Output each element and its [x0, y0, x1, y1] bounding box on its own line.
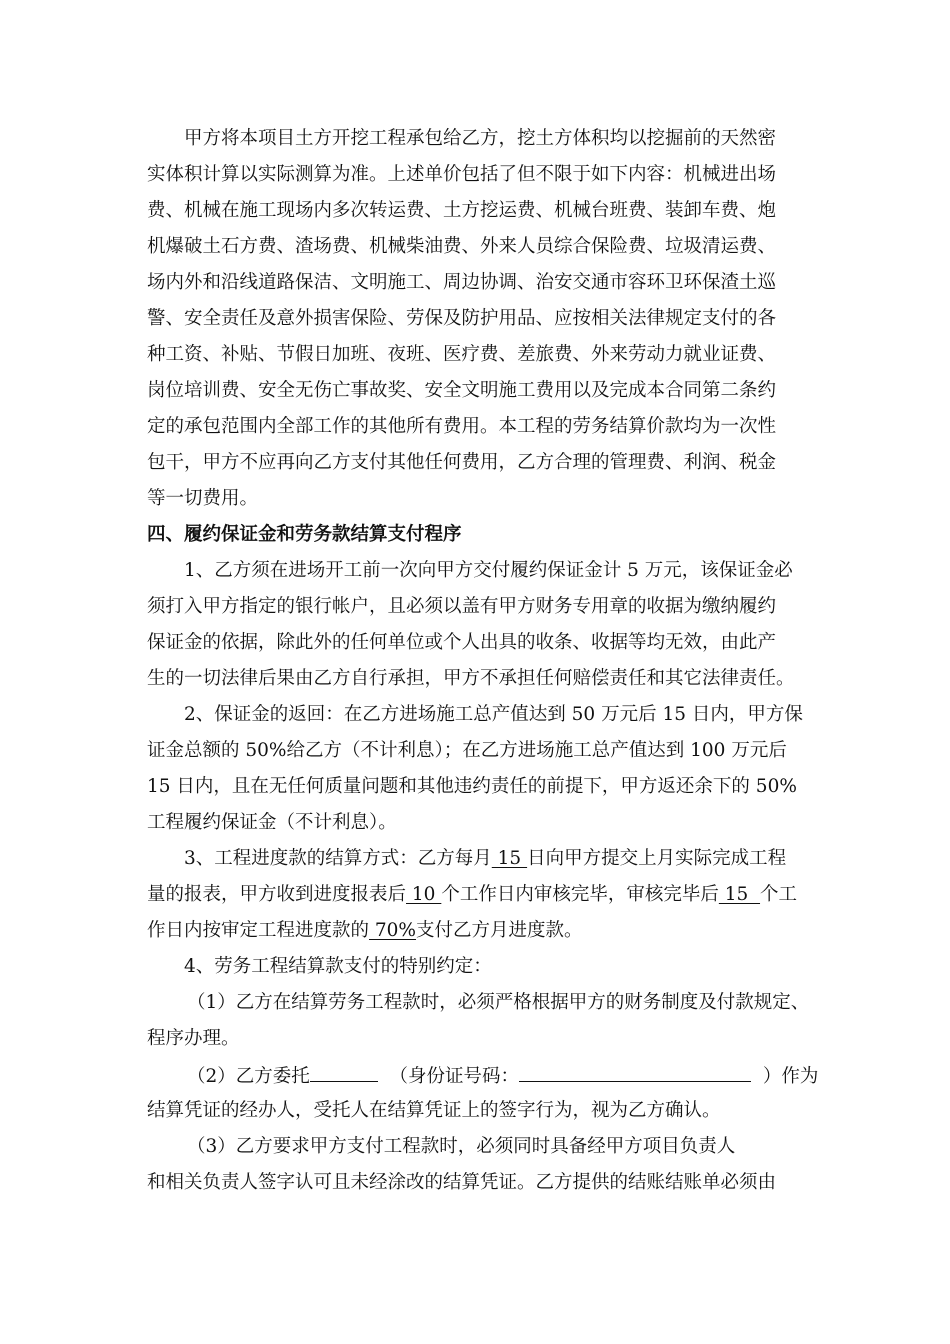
sub-3-line: （3）乙方要求甲方支付工程款时，必须同时具备经甲方项目负责人 [187, 1136, 736, 1157]
paragraph-line: 费、机械在施工现场内多次转运费、土方挖运费、机械台班费、装卸车费、炮 [147, 200, 777, 221]
paragraph-line: 甲方将本项目土方开挖工程承包给乙方，挖土方体积均以挖掘前的天然密 [184, 128, 777, 149]
agent-name-blank [310, 1062, 378, 1082]
item-2-line: 15 日内，且在无任何质量问题和其他违约责任的前提下，甲方返还余下的 50% [147, 776, 797, 797]
item-2-line: 证金总额的 50%给乙方（不计利息）；在乙方进场施工总产值达到 100 万元后 [147, 740, 787, 761]
sub-2-line: 结算凭证的经办人，受托人在结算凭证上的签字行为，视为乙方确认。 [147, 1100, 721, 1121]
section-heading: 四、履约保证金和劳务款结算支付程序 [147, 524, 462, 545]
payment-percent-value: 70% [369, 920, 417, 941]
sub-3-line: 和相关负责人签字认可且未经涂改的结算凭证。乙方提供的结账结账单必须由 [147, 1172, 777, 1193]
item-3-line: 3、工程进度款的结算方式：乙方每月 15 日向甲方提交上月实际完成工程 [184, 848, 787, 869]
item-2-line: 2、保证金的返回：在乙方进场施工总产值达到 50 万元后 15 日内，甲方保 [184, 704, 803, 725]
sub-1-line: （1）乙方在结算劳务工程款时，必须严格根据甲方的财务制度及付款规定、 [187, 992, 810, 1013]
paragraph-line: 定的承包范围内全部工作的其他所有费用。本工程的劳务结算价款均为一次性 [147, 416, 777, 437]
item-1-line: 保证金的依据，除此外的任何单位或个人出具的收条、收据等均无效，由此产 [147, 632, 777, 653]
item-2-line: 工程履约保证金（不计利息）。 [147, 812, 397, 833]
item-1-line: 生的一切法律后果由乙方自行承担，甲方不承担任何赔偿责任和其它法律责任。 [147, 668, 795, 689]
payment-days-value: 15 [718, 884, 761, 905]
paragraph-line: 机爆破土石方费、渣场费、机械柴油费、外来人员综合保险费、垃圾清运费、 [147, 236, 777, 257]
paragraph-line: 岗位培训费、安全无伤亡事故奖、安全文明施工费用以及完成本合同第二条约 [147, 380, 777, 401]
paragraph-line: 包干，甲方不应再向乙方支付其他任何费用，乙方合理的管理费、利润、税金 [147, 452, 777, 473]
id-number-blank [519, 1062, 751, 1082]
submit-day-value: 15 [491, 848, 528, 869]
sub-2-line: （2）乙方委托 （身份证号码： ）作为 [187, 1062, 818, 1088]
item-1-line: 1、乙方须在进场开工前一次向甲方交付履约保证金计 5 万元，该保证金必 [184, 560, 793, 581]
sub-1-line: 程序办理。 [147, 1028, 240, 1049]
paragraph-line: 等一切费用。 [147, 488, 259, 509]
paragraph-line: 实体积计算以实际测算为准。上述单价包括了但不限于如下内容：机械进出场 [147, 164, 777, 185]
item-1-line: 须打入甲方指定的银行帐户，且必须以盖有甲方财务专用章的收据为缴纳履约 [147, 596, 777, 617]
paragraph-line: 种工资、补贴、节假日加班、夜班、医疗费、差旅费、外来劳动力就业证费、 [147, 344, 777, 365]
item-3-line: 量的报表，甲方收到进度报表后 10 个工作日内审核完毕，审核完毕后 15 个工 [147, 884, 798, 905]
paragraph-line: 警、安全责任及意外损害保险、劳保及防护用品、应按相关法律规定支付的各 [147, 308, 777, 329]
item-4-title: 4、劳务工程结算款支付的特别约定： [184, 956, 492, 977]
review-days-value: 10 [406, 884, 442, 905]
paragraph-line: 场内外和沿线道路保洁、文明施工、周边协调、治安交通市容环卫环保渣土巡 [147, 272, 777, 293]
item-3-line: 作日内按审定工程进度款的 70%支付乙方月进度款。 [147, 920, 583, 941]
